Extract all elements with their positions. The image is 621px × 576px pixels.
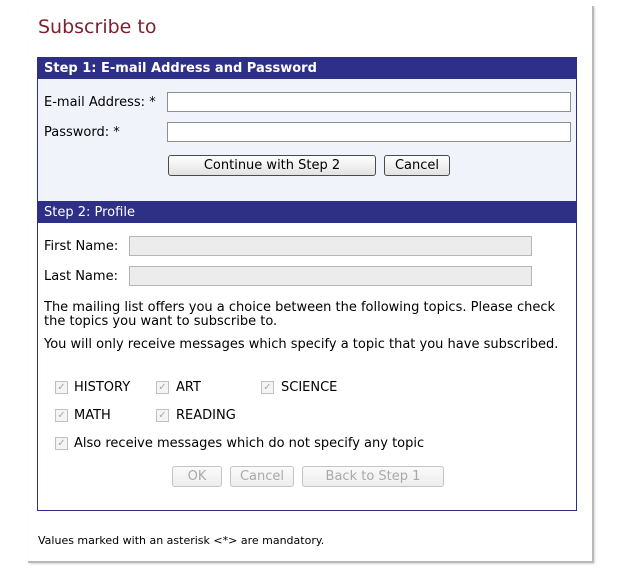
- first-name-input[interactable]: [129, 236, 532, 256]
- first-name-label: First Name:: [44, 239, 119, 254]
- mandatory-note: Values marked with an asterisk <*> are mandatory.: [38, 534, 325, 547]
- step1-cancel-button[interactable]: Cancel: [384, 155, 450, 176]
- password-label: Password: *: [44, 125, 120, 140]
- history-label: HISTORY: [74, 380, 131, 395]
- math-label: MATH: [74, 408, 111, 423]
- email-required-mark: *: [149, 95, 156, 110]
- science-checkbox[interactable]: ✓: [261, 381, 274, 394]
- step2-cancel-button[interactable]: Cancel: [230, 466, 294, 487]
- step2-header: Step 2: Profile: [38, 202, 576, 223]
- reading-label: READING: [176, 408, 236, 423]
- last-name-input[interactable]: [129, 266, 532, 286]
- continue-step2-button[interactable]: Continue with Step 2: [168, 155, 376, 176]
- also-receive-label: Also receive messages which do not specify any topic: [74, 436, 425, 451]
- step1-header: Step 1: E-mail Address and Password: [38, 58, 576, 79]
- password-required-mark: *: [113, 125, 120, 140]
- password-input[interactable]: [167, 122, 571, 142]
- email-label: E-mail Address: *: [44, 95, 156, 110]
- page-title: Subscribe to: [38, 16, 157, 38]
- ok-button[interactable]: OK: [172, 466, 222, 487]
- topics-intro-text: The mailing list offers you a choice between the following topics. Please check the topics you want to subscribe to.: [44, 300, 555, 329]
- email-input[interactable]: [167, 92, 571, 112]
- science-label: SCIENCE: [281, 380, 338, 395]
- history-checkbox[interactable]: ✓: [55, 381, 68, 394]
- topics-note-text: You will only receive messages which specify a topic that you have subscribed.: [44, 337, 559, 352]
- art-checkbox[interactable]: ✓: [156, 381, 169, 394]
- last-name-label: Last Name:: [44, 269, 118, 284]
- reading-checkbox[interactable]: ✓: [156, 409, 169, 422]
- back-to-step1-button[interactable]: Back to Step 1: [302, 466, 444, 487]
- math-checkbox[interactable]: ✓: [55, 409, 68, 422]
- art-label: ART: [176, 380, 201, 395]
- also-receive-checkbox[interactable]: ✓: [55, 437, 68, 450]
